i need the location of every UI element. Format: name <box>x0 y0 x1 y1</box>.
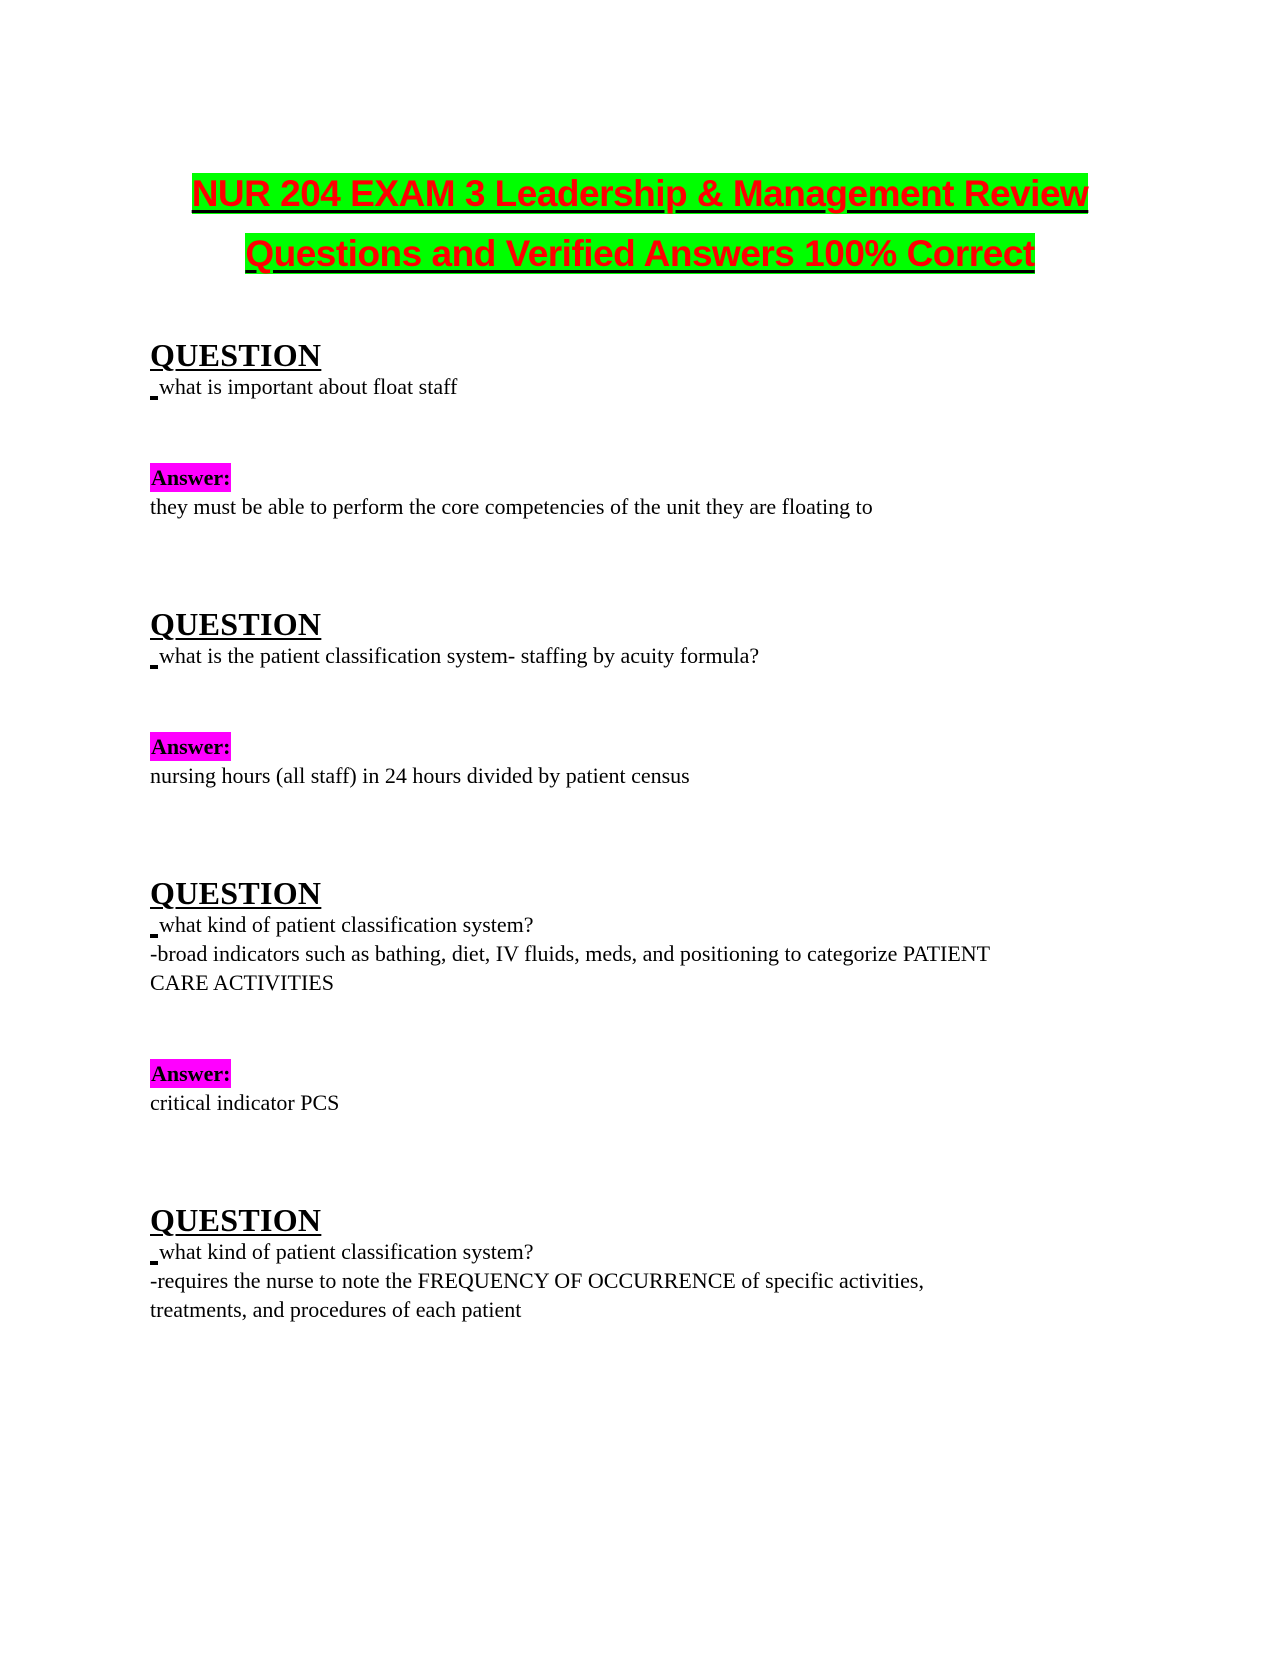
document-title <box>150 164 1130 284</box>
question-text-line: -broad indicators such as bathing, diet, IV fluids, meds, and positioning to categorize PATIENT <box>150 941 991 966</box>
qa-item-1 <box>150 337 1130 519</box>
question-heading: QUESTION <box>150 606 322 642</box>
question-heading: QUESTION <box>150 337 322 373</box>
title-line-1: NUR 204 EXAM 3 Leadership & Management Review <box>191 173 1089 214</box>
answer-label: Answer: <box>151 465 231 490</box>
qa-item-4 <box>150 1203 1130 1324</box>
answer-text: nursing hours (all staff) in 24 hours divided by patient census <box>150 763 690 788</box>
question-text-line: treatments, and procedures of each patient <box>150 1297 522 1322</box>
question-text-line: what is important about float staff <box>150 372 1130 401</box>
dash-marker-icon <box>150 1261 158 1265</box>
title-line-2: Questions and Verified Answers 100% Correct <box>245 233 1035 274</box>
question-heading: QUESTION <box>150 1202 322 1238</box>
answer-block <box>150 1059 339 1117</box>
question-text-line: what kind of patient classification system? <box>150 910 1130 939</box>
question-text-line: what is the patient classification system- staffing by acuity formula? <box>150 641 1130 670</box>
question-text-line: -requires the nurse to note the FREQUENCY OF OCCURRENCE of specific activities, <box>150 1268 924 1293</box>
qa-item-2 <box>150 606 1130 788</box>
answer-label: Answer: <box>151 1061 231 1086</box>
question-text-line: what kind of patient classification system? <box>150 1237 1130 1266</box>
answer-block <box>150 463 873 521</box>
answer-label: Answer: <box>151 734 231 759</box>
answer-block <box>150 732 690 790</box>
dash-marker-icon <box>150 396 158 400</box>
answer-text: critical indicator PCS <box>150 1090 340 1115</box>
dash-marker-icon <box>150 665 158 669</box>
answer-text: they must be able to perform the core competencies of the unit they are floating to <box>150 494 873 519</box>
question-text-line: CARE ACTIVITIES <box>150 970 334 995</box>
qa-item-3 <box>150 875 1130 1115</box>
dash-marker-icon <box>150 934 158 938</box>
question-heading: QUESTION <box>150 875 322 911</box>
